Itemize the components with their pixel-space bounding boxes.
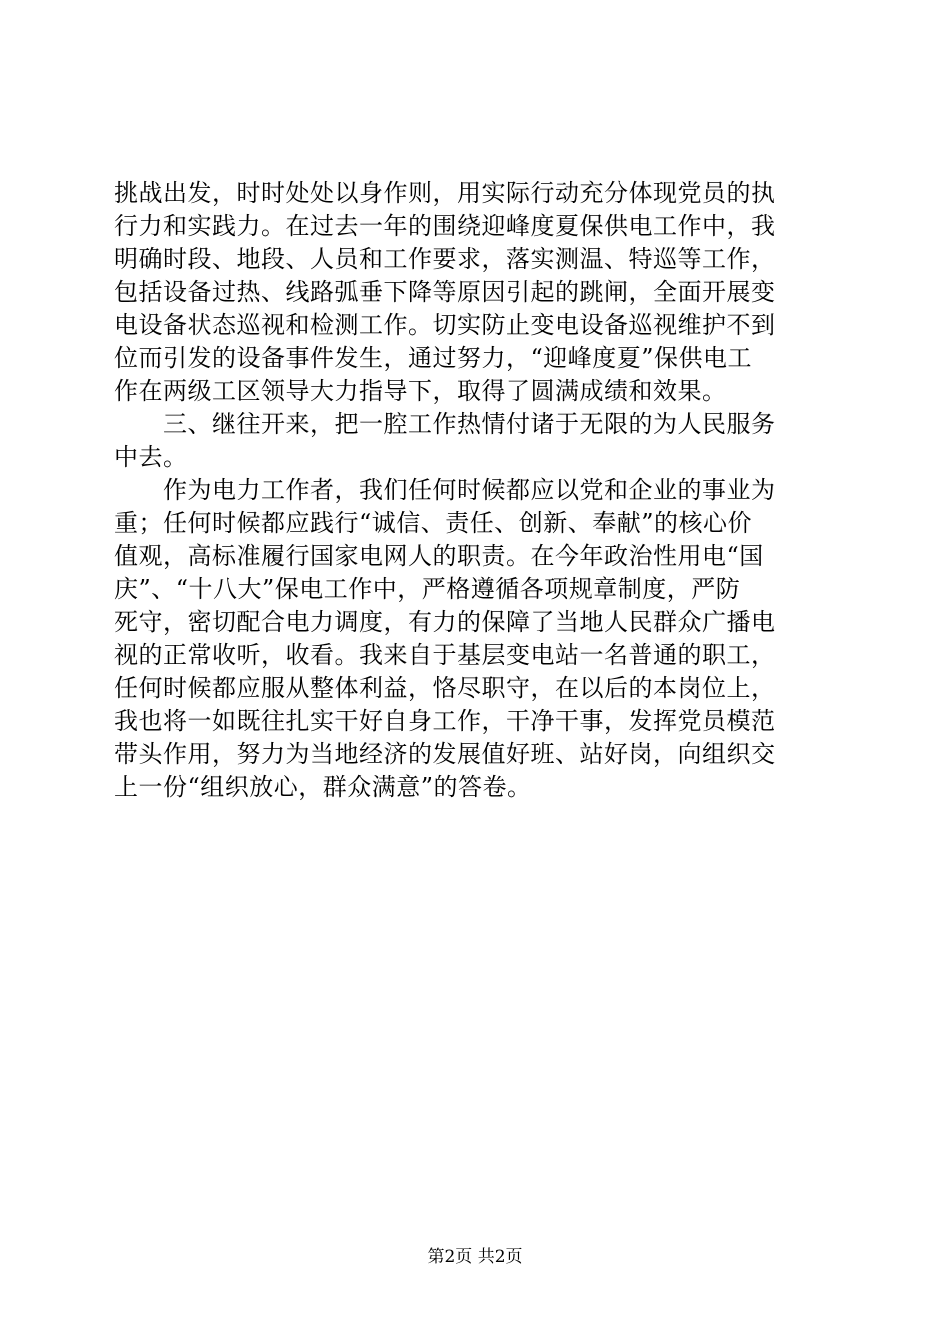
text-line: 任何时候都应服从整体利益，恪尽职守，在以后的本岗位上， <box>114 674 776 702</box>
text-line: 包括设备过热、线路弧垂下降等原因引起的跳闸，全面开展变 <box>114 278 776 306</box>
text-line: 视的正常收听，收看。我来自于基层变电站一名普通的职工， <box>114 641 776 669</box>
text-line: 作为电力工作者，我们任何时候都应以党和企业的事业为 <box>114 476 776 504</box>
text-line: 电设备状态巡视和检测工作。切实防止变电设备巡视维护不到 <box>114 311 776 339</box>
page-number-footer: 第2页 共2页 <box>427 1247 523 1267</box>
text-line: 值观，高标准履行国家电网人的职责。在今年政治性用电“国 <box>114 542 764 570</box>
section-heading-line: 三、继往开来，把一腔工作热情付诸于无限的为人民服务 <box>114 410 776 438</box>
text-line: 作在两级工区领导大力指导下，取得了圆满成绩和效果。 <box>114 377 727 405</box>
text-line: 重；任何时候都应践行“诚信、责任、创新、奉献”的核心价 <box>114 509 753 537</box>
text-line: 带头作用，努力为当地经济的发展值好班、站好岗，向组织交 <box>114 740 776 768</box>
text-line: 位而引发的设备事件发生，通过努力，“迎峰度夏”保供电工 <box>114 344 753 372</box>
text-line: 挑战出发，时时处处以身作则，用实际行动充分体现党员的执 <box>114 179 776 207</box>
text-line: 明确时段、地段、人员和工作要求，落实测温、特巡等工作， <box>114 245 776 273</box>
document-body <box>114 177 838 804</box>
text-line: 上一份“组织放心，群众满意”的答卷。 <box>114 773 532 801</box>
text-line: 行力和实践力。在过去一年的围绕迎峰度夏保供电工作中，我 <box>114 212 776 240</box>
text-line: 庆”、“十八大”保电工作中，严格遵循各项规章制度，严防 <box>114 575 741 603</box>
text-line: 我也将一如既往扎实干好自身工作，干净干事，发挥党员模范 <box>114 707 776 735</box>
text-line: 死守，密切配合电力调度，有力的保障了当地人民群众广播电 <box>114 608 776 636</box>
section-heading-line: 中去。 <box>114 443 188 471</box>
